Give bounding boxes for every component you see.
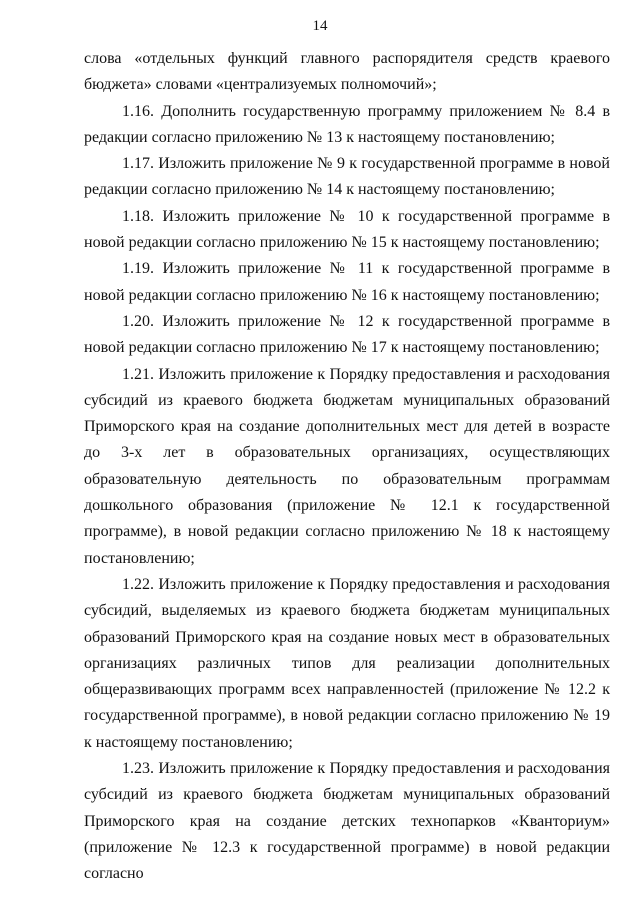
paragraph-1-19: 1.19. Изложить приложение № 11 к государственной программе в новой редакции согласно приложению № 16 к настоящему постановлению; [84, 260, 610, 304]
document-body [84, 46, 610, 888]
paragraph-1-18: 1.18. Изложить приложение № 10 к государственной программе в новой редакции согласно приложению № 15 к настоящему постановлению; [84, 207, 610, 252]
paragraph-1-16: 1.16. Дополнить государственную программу приложением № 8.4 в редакции согласно приложению № 13 к настоящему постановлению; [84, 102, 610, 146]
page-number: 14 [312, 18, 328, 34]
paragraph-1-20: 1.20. Изложить приложение № 12 к государственной программе в новой редакции согласно приложению № 17 к настоящему постановлению; [84, 312, 610, 357]
paragraph-1-21: 1.21. Изложить приложение к Порядку предоставления и расходования субсидий из краевого бюджета бюджетам муниципальных образований Приморского края на создание дополнительных мест для детей в возрасте до 3-х лет в образовательных организациях, осуществляющих образовательную деятельность по образовательным программам дошкольного образования (приложение № 12.1 к государственной программе), в новой редакции согласно приложению № 18 к настоящему постановлению; [84, 365, 610, 567]
paragraph-continuation: слова «отдельных функций главного распорядителя средств краевого бюджета» словами «централизуемых полномочий»; [84, 50, 610, 94]
paragraph-1-22: 1.22. Изложить приложение к Порядку предоставления и расходования субсидий, выделяемых из краевого бюджета бюджетам муниципальных образований Приморского края на создание новых мест в образовательных организациях различных типов для реализации дополнительных общеразвивающих программ всех направленностей (приложение № 12.2 к государственной программе), в новой редакции согласно приложению № 19 к настоящему постановлению; [84, 575, 610, 751]
paragraph-1-23: 1.23. Изложить приложение к Порядку предоставления и расходования субсидий из краевого бюджета бюджетам муниципальных образований Приморского края на создание детских технопарков «Кванториум» (приложение № 12.3 к государственной программе) в новой редакции согласно [84, 760, 610, 883]
paragraph-1-17: 1.17. Изложить приложение № 9 к государственной программе в новой редакции согласно приложению № 14 к настоящему постановлению; [84, 155, 610, 199]
